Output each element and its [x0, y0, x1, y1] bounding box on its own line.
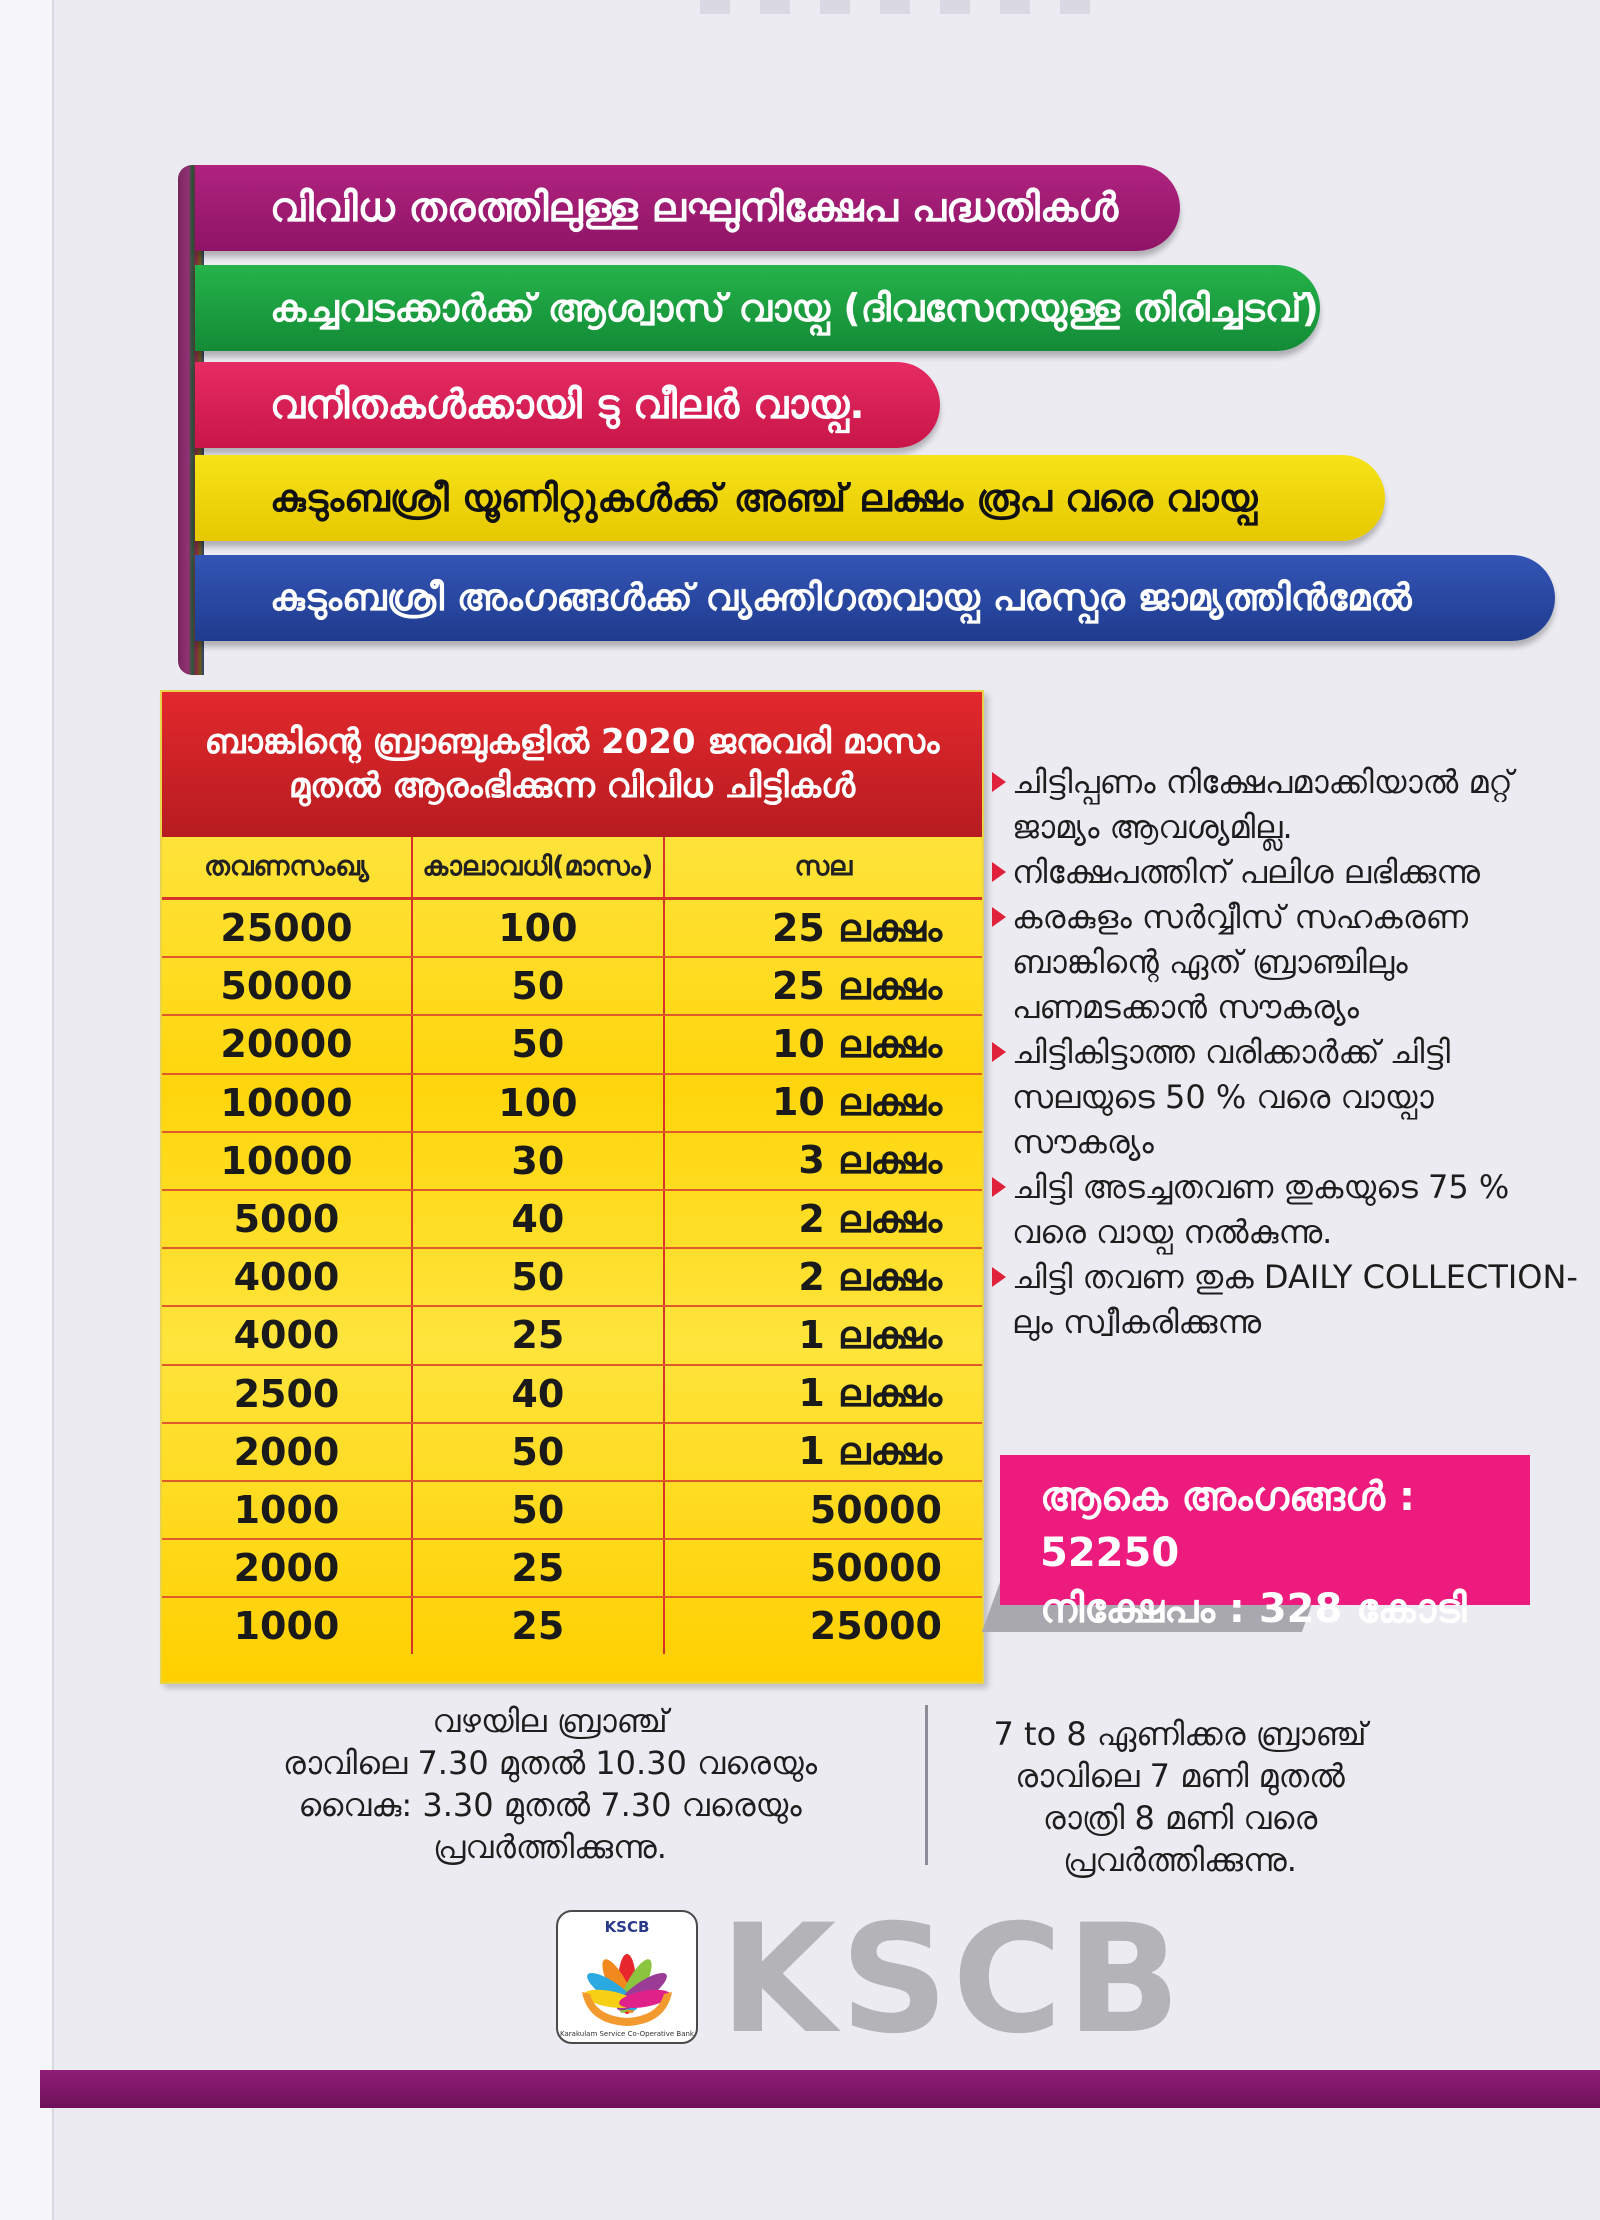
- installment-cell: 10000: [162, 1074, 412, 1132]
- chit-table-row: [162, 1365, 982, 1423]
- timing-line: വൈകു: 3.30 മുതൽ 7.30 വരെയും: [298, 1786, 802, 1824]
- sala-cell: 50000: [664, 1539, 982, 1597]
- sala-cell: 1 ലക്ഷം: [664, 1365, 982, 1423]
- ribbon-two-wheeler-loan: വനിതകൾക്കായി ടു വീലർ വായ്പ.: [195, 362, 940, 448]
- benefit-item: [990, 760, 1580, 850]
- bleed-through-decoration: [700, 0, 1120, 14]
- chit-table: [162, 837, 982, 1654]
- bullet-arrow-icon: [992, 1267, 1006, 1287]
- timing-line: 7 to 8 ഏണിക്കര ബ്രാഞ്ച്: [993, 1715, 1367, 1753]
- benefit-text: നിക്ഷേപത്തിന് പലിശ ലഭിക്കുന്നു: [1012, 853, 1480, 891]
- chit-table-row: [162, 957, 982, 1015]
- installment-cell: 2000: [162, 1423, 412, 1481]
- installment-cell: 1000: [162, 1597, 412, 1654]
- chit-table-row: [162, 1190, 982, 1248]
- bullet-arrow-icon: [992, 1042, 1006, 1062]
- duration-cell: 50: [412, 1481, 664, 1539]
- timing-line: പ്രവർത്തിക്കുന്നു.: [1063, 1841, 1297, 1879]
- ribbon-kudumbashree-personal-loan: കുടുംബശ്രീ അംഗങ്ങൾക്ക് വ്യക്തിഗതവായ്പ പരസ്പര ജാമ്യത്തിൻമേൽ: [195, 555, 1555, 641]
- timing-line: രാവിലെ 7.30 മുതൽ 10.30 വരെയും: [282, 1744, 818, 1782]
- sala-cell: 50000: [664, 1481, 982, 1539]
- benefit-text: കരകുളം സർവ്വീസ് സഹകരണ ബാങ്കിന്റെ ഏത് ബ്രാഞ്ചിലും പണമടക്കാൻ സൗകര്യം: [1012, 898, 1469, 1026]
- benefit-text: ചിട്ടികിട്ടാത്ത വരിക്കാർക്ക് ചിട്ടി സലയുടെ 50 % വരെ വായ്പാ സൗകര്യം: [1012, 1033, 1451, 1161]
- duration-cell: 50: [412, 1015, 664, 1073]
- installment-cell: 50000: [162, 957, 412, 1015]
- chit-table-row: [162, 1132, 982, 1190]
- sala-cell: 25 ലക്ഷം: [664, 957, 982, 1015]
- ribbon-trader-loan: കച്ചവടക്കാർക്ക് ആശ്വാസ് വായ്പ (ദിവസേനയുള്ള തിരിച്ചടവ്): [195, 265, 1320, 351]
- lotus-icon: [558, 1912, 696, 2042]
- timing-line: രാത്രി 8 മണി വരെ: [1042, 1799, 1318, 1837]
- sala-cell: 3 ലക്ഷം: [664, 1132, 982, 1190]
- installment-cell: 20000: [162, 1015, 412, 1073]
- vazhayila-branch-timing: [190, 1700, 910, 1868]
- sala-cell: 1 ലക്ഷം: [664, 1423, 982, 1481]
- bullet-arrow-icon: [992, 1177, 1006, 1197]
- chit-table-row: [162, 899, 982, 958]
- chit-table-row: [162, 1423, 982, 1481]
- timing-line: പ്രവർത്തിക്കുന്നു.: [433, 1828, 667, 1866]
- benefit-item: [990, 1255, 1580, 1345]
- chit-table-panel: [160, 690, 984, 1684]
- duration-cell: 50: [412, 957, 664, 1015]
- installment-cell: 2000: [162, 1539, 412, 1597]
- installment-cell: 2500: [162, 1365, 412, 1423]
- chit-title-line-1: ബാങ്കിന്റെ ബ്രാഞ്ചുകളിൽ 2020 ജനുവരി മാസം: [204, 721, 940, 762]
- sala-cell: 10 ലക്ഷം: [664, 1015, 982, 1073]
- enikkara-branch-timing: [900, 1713, 1460, 1881]
- chit-table-row: [162, 1074, 982, 1132]
- duration-cell: 50: [412, 1248, 664, 1306]
- duration-cell: 30: [412, 1132, 664, 1190]
- chit-title-line-2: മുതൽ ആരംഭിക്കുന്ന വിവിധ ചിട്ടികൾ: [288, 765, 856, 806]
- totals-box: [1000, 1455, 1530, 1632]
- installment-cell: 5000: [162, 1190, 412, 1248]
- benefit-text: ചിട്ടി തവണ തുക DAILY COLLECTION-ലും സ്വീകരിക്കുന്നു: [1012, 1258, 1578, 1341]
- emblem-subtitle: Karakulam Service Co-Operative Bank: [560, 2030, 694, 2038]
- timing-line: വഴയില ബ്രാഞ്ച്: [432, 1702, 668, 1740]
- page-margin: [0, 0, 54, 2220]
- duration-cell: 40: [412, 1190, 664, 1248]
- chit-table-row: [162, 1306, 982, 1364]
- bullet-arrow-icon: [992, 862, 1006, 882]
- benefit-text: ചിട്ടിപ്പണം നിക്ഷേപമാക്കിയാൽ മറ്റ് ജാമ്യം ആവശ്യമില്ല.: [1012, 763, 1513, 846]
- benefit-item: [990, 1165, 1580, 1255]
- installment-cell: 1000: [162, 1481, 412, 1539]
- chit-table-header-row: [162, 837, 982, 899]
- ribbon-kudumbashree-unit-loan: കുടുംബശ്രീ യൂണിറ്റുകൾക്ക് അഞ്ച് ലക്ഷം രൂപ വരെ വായ്പ: [195, 455, 1385, 541]
- footer-bar: [40, 2070, 1600, 2108]
- sala-cell: 2 ലക്ഷം: [664, 1190, 982, 1248]
- duration-cell: 100: [412, 899, 664, 958]
- chit-table-row: [162, 1248, 982, 1306]
- duration-cell: 50: [412, 1423, 664, 1481]
- installment-cell: 25000: [162, 899, 412, 958]
- kscb-wordmark: KSCB: [720, 1893, 1185, 2067]
- chit-table-body: [162, 837, 982, 1682]
- duration-cell: 25: [412, 1597, 664, 1654]
- duration-cell: 40: [412, 1365, 664, 1423]
- sala-cell: 2 ലക്ഷം: [664, 1248, 982, 1306]
- installment-cell: 10000: [162, 1132, 412, 1190]
- bullet-arrow-icon: [992, 772, 1006, 792]
- ribbon-small-deposit-schemes: വിവിധ തരത്തിലുള്ള ലഘുനിക്ഷേപ പദ്ധതികൾ: [195, 165, 1180, 251]
- chit-table-title: [162, 692, 982, 837]
- header-sala: സല: [664, 837, 982, 899]
- benefit-item: [990, 895, 1580, 1030]
- benefit-item: [990, 850, 1580, 895]
- kscb-emblem: [556, 1910, 698, 2044]
- emblem-title: KSCB: [604, 1918, 650, 1936]
- header-duration: കാലാവധി(മാസം): [412, 837, 664, 899]
- duration-cell: 25: [412, 1539, 664, 1597]
- benefits-list: [990, 760, 1580, 1345]
- chit-table-row: [162, 1597, 982, 1654]
- chit-table-row: [162, 1015, 982, 1073]
- chit-table-row: [162, 1481, 982, 1539]
- total-deposit: നിക്ഷേപം : 328 കോടി: [1040, 1586, 1467, 1632]
- installment-cell: 4000: [162, 1306, 412, 1364]
- sala-cell: 1 ലക്ഷം: [664, 1306, 982, 1364]
- bullet-arrow-icon: [992, 907, 1006, 927]
- sala-cell: 10 ലക്ഷം: [664, 1074, 982, 1132]
- sala-cell: 25000: [809, 1604, 942, 1649]
- installment-cell: 4000: [162, 1248, 412, 1306]
- timing-line: രാവിലെ 7 മണി മുതൽ: [1015, 1757, 1345, 1795]
- duration-cell: 25: [412, 1306, 664, 1364]
- benefit-text: ചിട്ടി അടച്ചതവണ തുകയുടെ 75 % വരെ വായ്പ നൽകുന്നു.: [1012, 1168, 1510, 1251]
- duration-cell: 100: [412, 1074, 664, 1132]
- sala-cell: 25 ലക്ഷം: [664, 899, 982, 958]
- header-installment: തവണസംഖ്യ: [162, 837, 412, 899]
- chit-table-row: [162, 1539, 982, 1597]
- total-members: ആകെ അംഗങ്ങൾ : 52250: [1040, 1474, 1415, 1576]
- benefit-item: [990, 1030, 1580, 1165]
